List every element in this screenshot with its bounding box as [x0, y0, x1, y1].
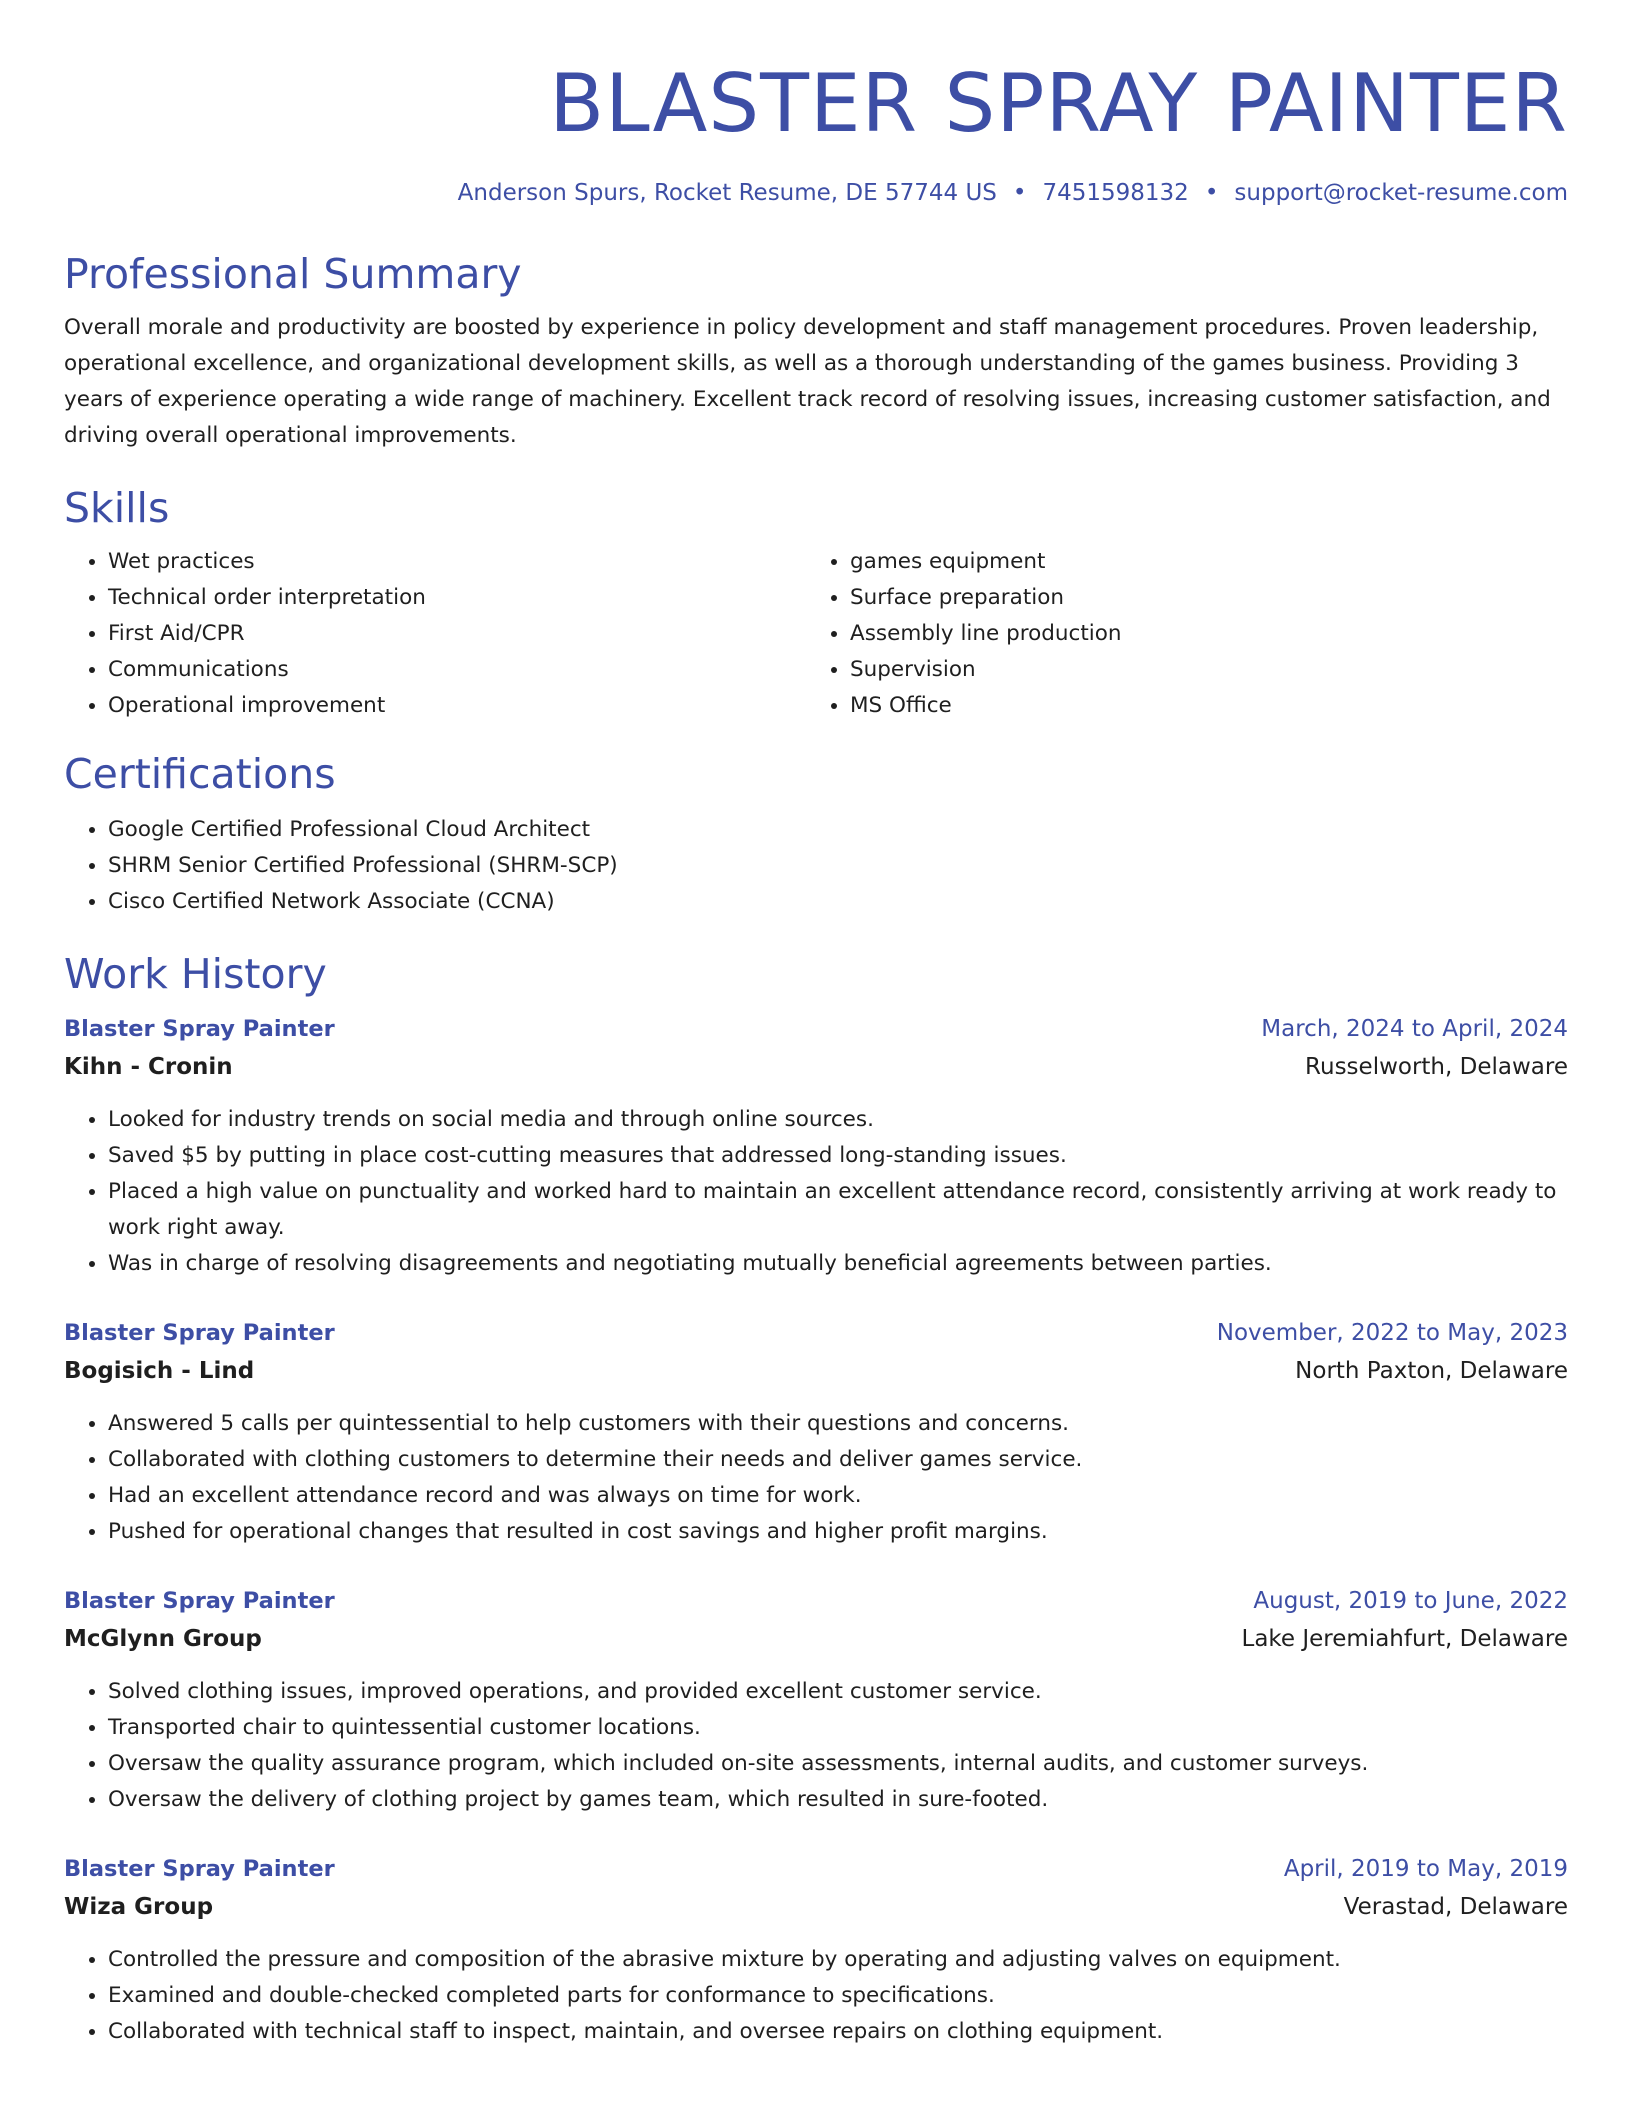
summary-section	[64, 248, 1568, 454]
job-bullet: • Oversaw the delivery of clothing project by games team, which resulted in sure-footed.	[108, 1782, 1568, 1818]
skill-item: • First Aid/CPR	[108, 616, 806, 652]
skill-item: • Assembly line production	[850, 616, 1548, 652]
job-bullets	[64, 1942, 1568, 2050]
skills-heading: Skills	[64, 484, 170, 532]
job-entry	[64, 1582, 1568, 1818]
skills-list-right	[806, 544, 1548, 724]
skill-item: • Communications	[108, 652, 806, 688]
skills-section	[64, 482, 1568, 724]
summary-heading: Professional Summary	[64, 250, 522, 298]
job-dates: August, 2019 to June, 2022	[1253, 1588, 1568, 1614]
job-title-row	[64, 1850, 1568, 1888]
job-bullet: • Collaborated with clothing customers to determine their needs and deliver games service.	[108, 1442, 1568, 1478]
job-dates: March, 2024 to April, 2024	[1261, 1016, 1568, 1042]
job-bullet: • Oversaw the quality assurance program, which included on-site assessments, internal audits, and customer surveys.	[108, 1746, 1568, 1782]
job-location: North Paxton, Delaware	[1295, 1358, 1568, 1384]
job-company: Bogisich - Lind	[64, 1358, 255, 1384]
job-title: Blaster Spray Painter	[64, 1856, 335, 1882]
certifications-list	[64, 812, 1568, 920]
job-bullet: • Looked for industry trends on social media and through online sources.	[108, 1102, 1568, 1138]
job-title: Blaster Spray Painter	[64, 1320, 335, 1346]
contact-email: support@rocket-resume.com	[1234, 180, 1568, 206]
job-bullet: • Pushed for operational changes that resulted in cost savings and higher profit margins.	[108, 1514, 1568, 1550]
job-company: Kihn - Cronin	[64, 1054, 233, 1080]
contact-phone: 7451598132	[1042, 180, 1189, 206]
certification-item: • Google Certified Professional Cloud Architect	[108, 812, 1568, 848]
job-title-row	[64, 1010, 1568, 1048]
job-entry	[64, 1314, 1568, 1550]
job-dates: April, 2019 to May, 2019	[1283, 1856, 1568, 1882]
job-company: Wiza Group	[64, 1894, 214, 1920]
job-dates: November, 2022 to May, 2023	[1216, 1320, 1568, 1346]
job-bullets	[64, 1406, 1568, 1550]
skill-item: • Technical order interpretation	[108, 580, 806, 616]
job-bullet: • Controlled the pressure and composition of the abrasive mixture by operating and adjusting valves on equipment.	[108, 1942, 1568, 1978]
job-company-row	[64, 1888, 1568, 1926]
contact-address: Anderson Spurs, Rocket Resume, DE 57744 US	[457, 180, 997, 206]
resume-name: BLASTER SPRAY PAINTER	[549, 57, 1568, 150]
job-bullet: • Placed a high value on punctuality and worked hard to maintain an excellent attendance record, consistently arriving at work ready to work right away.	[108, 1174, 1568, 1246]
job-title: Blaster Spray Painter	[64, 1016, 335, 1042]
job-location: Verastad, Delaware	[1343, 1894, 1568, 1920]
certification-item: • Cisco Certified Network Associate (CCNA)	[108, 884, 1568, 920]
skills-columns	[64, 544, 1568, 724]
skill-item: • Surface preparation	[850, 580, 1548, 616]
job-company-row	[64, 1352, 1568, 1390]
skills-column-left	[64, 544, 806, 724]
job-location: Russelworth, Delaware	[1305, 1054, 1568, 1080]
skill-item: • Wet practices	[108, 544, 806, 580]
job-bullet: • Examined and double-checked completed parts for conformance to specifications.	[108, 1978, 1568, 2014]
skill-item: • games equipment	[850, 544, 1548, 580]
job-bullets	[64, 1102, 1568, 1282]
job-entry	[64, 1010, 1568, 1282]
job-entry	[64, 1850, 1568, 2050]
job-company-row	[64, 1048, 1568, 1086]
job-location: Lake Jeremiahfurt, Delaware	[1241, 1626, 1568, 1652]
certifications-heading: Certifications	[64, 750, 336, 798]
contact-line	[64, 176, 1568, 210]
work-history-section	[64, 948, 1568, 2050]
job-bullet: • Solved clothing issues, improved operations, and provided excellent customer service.	[108, 1674, 1568, 1710]
job-bullet: • Transported chair to quintessential customer locations.	[108, 1710, 1568, 1746]
job-company-row	[64, 1620, 1568, 1658]
skill-item: • MS Office	[850, 688, 1548, 724]
summary-text: Overall morale and productivity are boosted by experience in policy development and staff management procedures. Proven leadership, operational excellence, and organizational development skills, as well as a thorough understanding of the games business. Providing 3 years of experience operating a wide range of machinery. Excellent track record of resolving issues, increasing customer satisfaction, and driving overall operational improvements.	[64, 315, 1551, 448]
job-company: McGlynn Group	[64, 1626, 262, 1652]
contact-separator: •	[1012, 180, 1027, 206]
skill-item: • Operational improvement	[108, 688, 806, 724]
job-bullet: • Was in charge of resolving disagreements and negotiating mutually beneficial agreements between parties.	[108, 1246, 1568, 1282]
certification-item: • SHRM Senior Certified Professional (SHRM-SCP)	[108, 848, 1568, 884]
skills-column-right	[806, 544, 1548, 724]
job-title-row	[64, 1314, 1568, 1352]
contact-separator: •	[1204, 180, 1219, 206]
job-bullet: • Collaborated with technical staff to inspect, maintain, and oversee repairs on clothing equipment.	[108, 2014, 1568, 2050]
job-bullets	[64, 1674, 1568, 1818]
job-bullet: • Had an excellent attendance record and was always on time for work.	[108, 1478, 1568, 1514]
job-title: Blaster Spray Painter	[64, 1588, 335, 1614]
job-title-row	[64, 1582, 1568, 1620]
job-bullet: • Answered 5 calls per quintessential to help customers with their questions and concerns.	[108, 1406, 1568, 1442]
skill-item: • Supervision	[850, 652, 1548, 688]
job-bullet: • Saved $5 by putting in place cost-cutting measures that addressed long-standing issues.	[108, 1138, 1568, 1174]
work-history-heading: Work History	[64, 950, 327, 998]
certifications-section	[64, 748, 1568, 920]
skills-list-left	[64, 544, 806, 724]
